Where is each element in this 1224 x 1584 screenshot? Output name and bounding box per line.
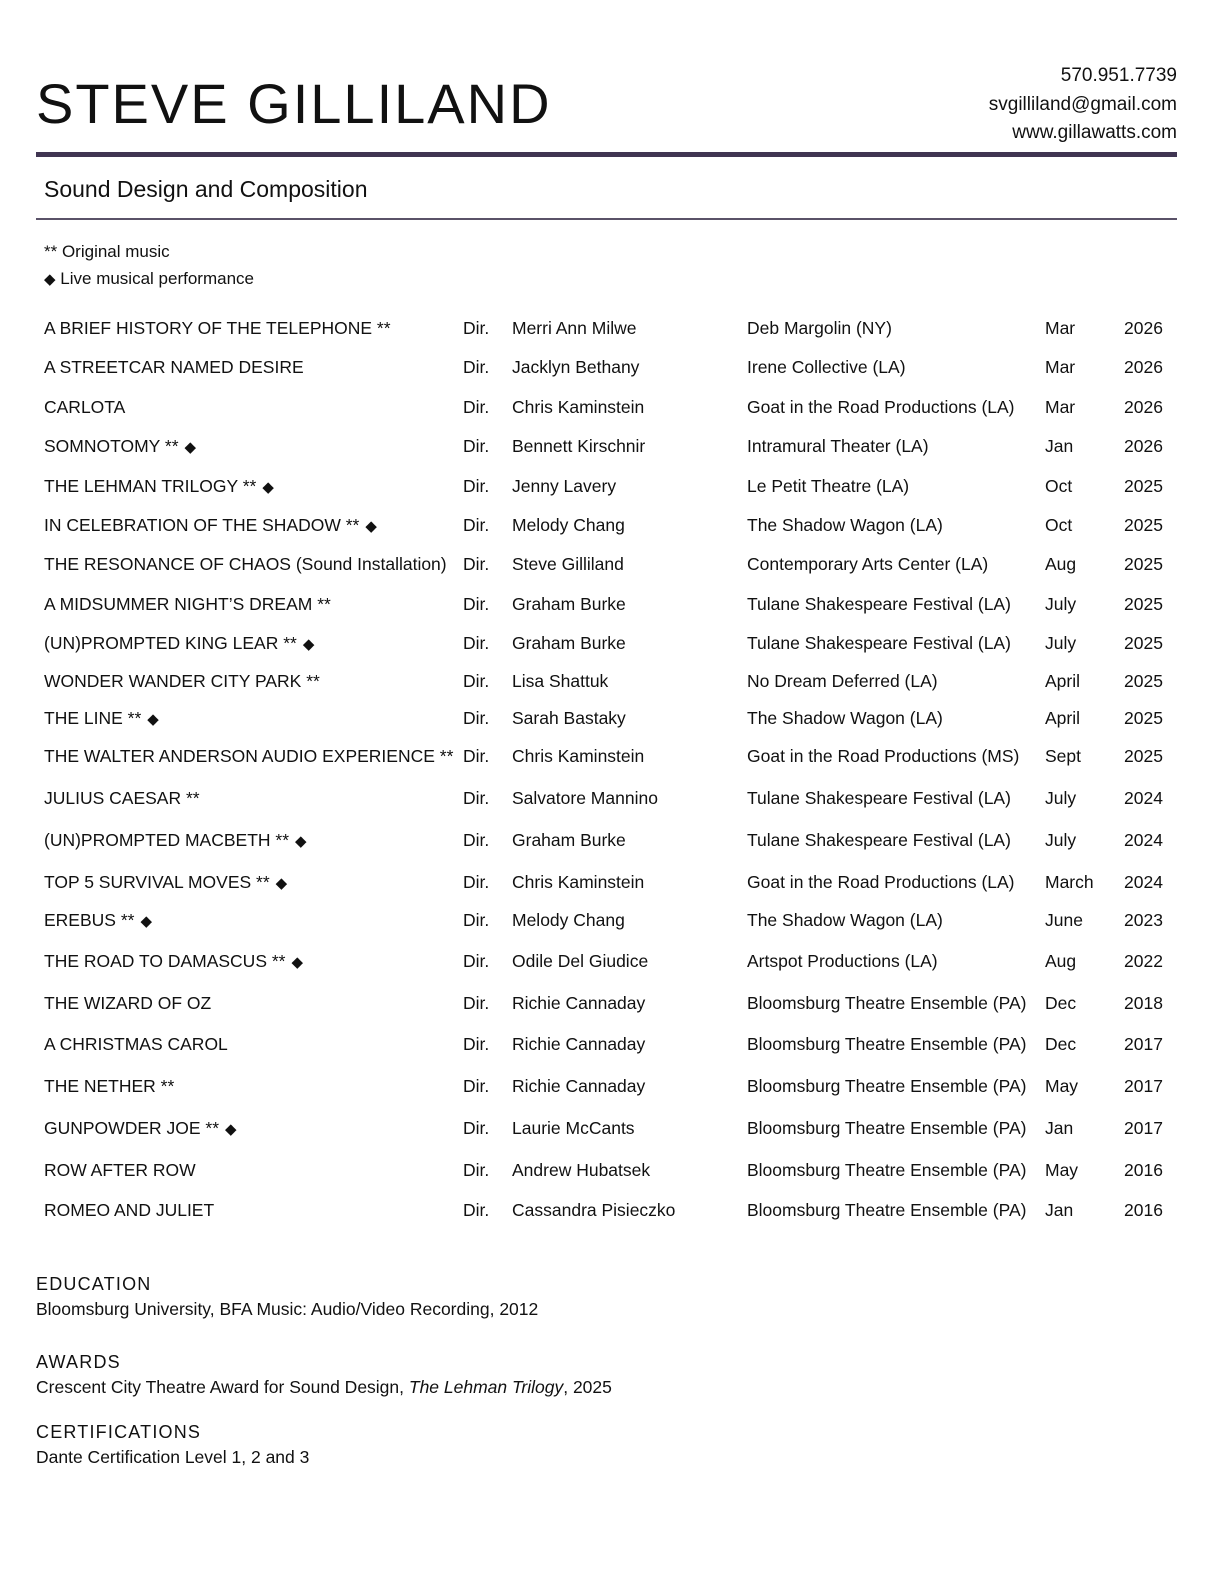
credit-director: Lisa Shattuk <box>512 671 609 691</box>
credit-director: Cassandra Pisieczko <box>512 1200 676 1220</box>
director-label: Dir. <box>463 397 490 417</box>
credit-title <box>44 397 125 418</box>
credit-month: July <box>1045 633 1077 653</box>
credit-year: 2024 <box>1124 830 1163 850</box>
credit-year: 2017 <box>1124 1034 1163 1054</box>
credit-row <box>0 1160 1224 1184</box>
credit-venue: Le Petit Theatre (LA) <box>747 476 910 496</box>
director-label: Dir. <box>463 910 490 930</box>
credit-title-text: IN CELEBRATION OF THE SHADOW ** <box>44 515 360 535</box>
credit-month: Mar <box>1045 357 1076 377</box>
credit-venue: The Shadow Wagon (LA) <box>747 910 943 930</box>
credit-row <box>0 746 1224 770</box>
credit-venue: Goat in the Road Productions (LA) <box>747 872 1015 892</box>
credit-title-text: SOMNOTOMY ** <box>44 436 179 456</box>
credit-title <box>44 633 314 654</box>
credit-month: July <box>1045 830 1077 850</box>
contact-info <box>989 62 1177 148</box>
credit-venue: Bloomsburg Theatre Ensemble (PA) <box>747 993 1027 1013</box>
credit-title-text: THE NETHER ** <box>44 1076 175 1096</box>
credit-title-text: A MIDSUMMER NIGHT’S DREAM ** <box>44 594 331 614</box>
credit-director: Jenny Lavery <box>512 476 617 496</box>
director-label: Dir. <box>463 357 490 377</box>
credit-year: 2016 <box>1124 1200 1163 1220</box>
credit-title-text: THE ROAD TO DAMASCUS ** <box>44 951 286 971</box>
credit-row <box>0 436 1224 460</box>
credit-title-text: THE RESONANCE OF CHAOS (Sound Installation) <box>44 554 447 574</box>
diamond-icon: ◆ <box>295 833 307 850</box>
credit-year: 2025 <box>1124 515 1163 535</box>
credit-title <box>44 1034 228 1055</box>
credit-row <box>0 476 1224 500</box>
credit-title-text: ROW AFTER ROW <box>44 1160 196 1180</box>
credit-director: Graham Burke <box>512 830 626 850</box>
director-label: Dir. <box>463 515 490 535</box>
credit-month: May <box>1045 1160 1079 1180</box>
awards-section <box>36 1352 612 1398</box>
credit-title <box>44 594 331 615</box>
credit-month: March <box>1045 872 1094 892</box>
credit-venue: Bloomsburg Theatre Ensemble (PA) <box>747 1118 1027 1138</box>
credit-title <box>44 671 320 692</box>
certifications-heading: CERTIFICATIONS <box>36 1422 202 1442</box>
credit-director: Merri Ann Milwe <box>512 318 637 338</box>
credit-month: June <box>1045 910 1083 930</box>
credit-row <box>0 951 1224 975</box>
director-label: Dir. <box>463 1034 490 1054</box>
director-label: Dir. <box>463 1200 490 1220</box>
credit-year: 2017 <box>1124 1118 1163 1138</box>
credit-year: 2025 <box>1124 633 1163 653</box>
credit-director: Graham Burke <box>512 633 626 653</box>
credit-director: Richie Cannaday <box>512 993 646 1013</box>
director-label: Dir. <box>463 1076 490 1096</box>
diamond-icon: ◆ <box>291 954 304 971</box>
credit-director: Richie Cannaday <box>512 1076 646 1096</box>
diamond-icon: ◆ <box>44 271 56 288</box>
award-text-after: , 2025 <box>563 1377 612 1397</box>
credit-row <box>0 1076 1224 1100</box>
section-title: Sound Design and Composition <box>44 176 368 202</box>
credit-venue: Irene Collective (LA) <box>747 357 906 377</box>
credit-venue: Tulane Shakespeare Festival (LA) <box>747 633 1011 653</box>
credit-year: 2026 <box>1124 436 1163 456</box>
credit-director: Graham Burke <box>512 594 626 614</box>
credit-year: 2025 <box>1124 594 1163 614</box>
credit-title <box>44 746 453 767</box>
credit-venue: Goat in the Road Productions (MS) <box>747 746 1020 766</box>
diamond-icon: ◆ <box>302 636 315 653</box>
credit-venue: Tulane Shakespeare Festival (LA) <box>747 594 1011 614</box>
credit-year: 2025 <box>1124 746 1163 766</box>
education-text: Bloomsburg University, BFA Music: Audio/Video Recording, 2012 <box>36 1299 539 1319</box>
credit-row <box>0 1200 1224 1224</box>
credit-year: 2018 <box>1124 993 1163 1013</box>
credit-director: Melody Chang <box>512 910 625 930</box>
certifications-text: Dante Certification Level 1, 2 and 3 <box>36 1447 310 1467</box>
credit-title-text: (UN)PROMPTED MACBETH ** <box>44 830 290 850</box>
credit-title <box>44 436 196 457</box>
credit-month: April <box>1045 708 1081 728</box>
credit-month: Dec <box>1045 1034 1077 1054</box>
credit-title <box>44 872 287 893</box>
diamond-icon: ◆ <box>225 1121 237 1138</box>
credit-row <box>0 633 1224 657</box>
credit-title-text: EREBUS ** <box>44 910 135 930</box>
credit-month: Jan <box>1045 1118 1074 1138</box>
award-text-before: Crescent City Theatre Award for Sound Design, <box>36 1377 409 1397</box>
credit-row <box>0 1034 1224 1058</box>
credit-year: 2025 <box>1124 671 1163 691</box>
credit-title <box>44 1118 237 1139</box>
credit-venue: Bloomsburg Theatre Ensemble (PA) <box>747 1200 1027 1220</box>
credit-title-text: WONDER WANDER CITY PARK ** <box>44 671 320 691</box>
credit-month: July <box>1045 788 1077 808</box>
director-label: Dir. <box>463 993 490 1013</box>
director-label: Dir. <box>463 951 490 971</box>
credit-title-text: TOP 5 SURVIVAL MOVES ** <box>44 872 270 892</box>
website-url: www.gillawatts.com <box>1012 122 1177 143</box>
credit-row <box>0 708 1224 732</box>
credit-row <box>0 993 1224 1017</box>
director-label: Dir. <box>463 1160 490 1180</box>
credit-venue: Tulane Shakespeare Festival (LA) <box>747 788 1011 808</box>
director-label: Dir. <box>463 633 490 653</box>
credit-row <box>0 872 1224 896</box>
credit-director: Melody Chang <box>512 515 625 535</box>
credit-venue: The Shadow Wagon (LA) <box>747 515 943 535</box>
credit-year: 2025 <box>1124 554 1163 574</box>
credit-row <box>0 910 1224 934</box>
credit-month: Jan <box>1045 1200 1074 1220</box>
credit-title-text: GUNPOWDER JOE ** <box>44 1118 220 1138</box>
credit-venue: The Shadow Wagon (LA) <box>747 708 943 728</box>
director-label: Dir. <box>463 746 490 766</box>
diamond-icon: ◆ <box>262 479 274 496</box>
credit-row <box>0 671 1224 695</box>
email-address: svgilliland@gmail.com <box>988 93 1177 115</box>
credit-year: 2026 <box>1124 397 1163 417</box>
legend-live-performance-label: Live musical performance <box>60 269 254 288</box>
director-label: Dir. <box>463 671 490 691</box>
director-label: Dir. <box>463 554 490 574</box>
credit-month: Jan <box>1045 436 1074 456</box>
credit-month: April <box>1045 671 1081 691</box>
credit-title <box>44 554 447 575</box>
credit-venue: Goat in the Road Productions (LA) <box>747 397 1015 417</box>
credit-title-text: THE LINE ** <box>44 708 142 728</box>
director-label: Dir. <box>463 476 490 496</box>
credit-row <box>0 397 1224 421</box>
credit-title <box>44 788 200 809</box>
credit-month: Aug <box>1045 554 1077 574</box>
credit-title-text: CARLOTA <box>44 397 126 417</box>
credit-venue: No Dream Deferred (LA) <box>747 671 938 691</box>
director-label: Dir. <box>463 594 490 614</box>
credit-title <box>44 830 307 851</box>
legend-live-performance <box>44 265 254 293</box>
credit-year: 2025 <box>1124 708 1163 728</box>
credit-title <box>44 1200 214 1221</box>
education-heading: EDUCATION <box>36 1274 152 1294</box>
credit-title <box>44 357 304 378</box>
credit-title <box>44 1076 174 1097</box>
certifications-section <box>36 1422 309 1468</box>
credit-month: Oct <box>1045 476 1073 496</box>
credit-director: Chris Kaminstein <box>512 397 645 417</box>
credit-title <box>44 708 159 729</box>
awards-text <box>36 1377 612 1398</box>
credit-title <box>44 1160 196 1181</box>
credit-director: Chris Kaminstein <box>512 746 645 766</box>
candidate-name: STEVE GILLILAND <box>36 72 552 135</box>
credit-month: Sept <box>1045 746 1081 766</box>
credit-director: Richie Cannaday <box>512 1034 646 1054</box>
credit-month: Oct <box>1045 515 1073 535</box>
phone-number: 570.951.7739 <box>1060 65 1177 86</box>
credit-year: 2023 <box>1124 910 1163 930</box>
credit-year: 2022 <box>1124 951 1163 971</box>
diamond-icon: ◆ <box>147 711 159 728</box>
education-section <box>36 1274 538 1320</box>
director-label: Dir. <box>463 872 490 892</box>
credit-row <box>0 357 1224 381</box>
credit-director: Chris Kaminstein <box>512 872 645 892</box>
credit-row <box>0 830 1224 854</box>
credit-venue: Contemporary Arts Center (LA) <box>747 554 989 574</box>
credit-venue: Deb Margolin (NY) <box>747 318 892 338</box>
credit-month: Mar <box>1045 318 1076 338</box>
director-label: Dir. <box>463 436 490 456</box>
credit-title-text: THE WIZARD OF OZ <box>44 993 212 1013</box>
legend-original-music: ** Original music <box>44 242 170 261</box>
credit-title <box>44 993 211 1014</box>
credit-month: July <box>1045 594 1077 614</box>
awards-heading: AWARDS <box>36 1352 121 1372</box>
credit-row <box>0 788 1224 812</box>
header-divider <box>36 152 1177 157</box>
credit-title <box>44 951 303 972</box>
credit-venue: Bloomsburg Theatre Ensemble (PA) <box>747 1034 1027 1054</box>
credit-director: Andrew Hubatsek <box>512 1160 651 1180</box>
director-label: Dir. <box>463 318 490 338</box>
credit-director: Laurie McCants <box>512 1118 635 1138</box>
credit-title-text: A BRIEF HISTORY OF THE TELEPHONE ** <box>44 318 391 338</box>
credit-director: Odile Del Giudice <box>512 951 649 971</box>
award-production-title: The Lehman Trilogy <box>408 1377 564 1397</box>
diamond-icon: ◆ <box>365 518 377 535</box>
credit-year: 2017 <box>1124 1076 1163 1096</box>
director-label: Dir. <box>463 708 490 728</box>
credit-venue: Intramural Theater (LA) <box>747 436 929 456</box>
director-label: Dir. <box>463 788 490 808</box>
credit-month: Dec <box>1045 993 1077 1013</box>
credit-year: 2024 <box>1124 788 1163 808</box>
credit-year: 2026 <box>1124 318 1163 338</box>
credit-title-text: (UN)PROMPTED KING LEAR ** <box>44 633 297 653</box>
credit-title-text: THE WALTER ANDERSON AUDIO EXPERIENCE ** <box>44 746 454 766</box>
credit-year: 2026 <box>1124 357 1163 377</box>
credit-title-text: ROMEO AND JULIET <box>44 1200 215 1220</box>
diamond-icon: ◆ <box>275 875 288 892</box>
credit-row <box>0 1118 1224 1142</box>
diamond-icon: ◆ <box>140 913 152 930</box>
credit-director: Bennett Kirschnir <box>512 436 646 456</box>
credit-month: Aug <box>1045 951 1077 971</box>
credit-title <box>44 476 274 497</box>
credit-title-text: A STREETCAR NAMED DESIRE <box>44 357 304 377</box>
credit-director: Sarah Bastaky <box>512 708 626 728</box>
credit-venue: Tulane Shakespeare Festival (LA) <box>747 830 1011 850</box>
credit-title-text: THE LEHMAN TRILOGY ** <box>44 476 257 496</box>
credit-director: Salvatore Mannino <box>512 788 658 808</box>
credit-month: Mar <box>1045 397 1076 417</box>
credit-row <box>0 515 1224 539</box>
credit-title <box>44 515 377 536</box>
credit-title <box>44 910 152 931</box>
credit-title <box>44 318 391 339</box>
credit-row <box>0 594 1224 618</box>
section-divider <box>36 218 1177 220</box>
credit-venue: Artspot Productions (LA) <box>747 951 938 971</box>
credit-row <box>0 554 1224 578</box>
director-label: Dir. <box>463 830 490 850</box>
credit-month: May <box>1045 1076 1079 1096</box>
director-label: Dir. <box>463 1118 490 1138</box>
credit-year: 2024 <box>1124 872 1163 892</box>
diamond-icon: ◆ <box>184 439 197 456</box>
credit-title-text: A CHRISTMAS CAROL <box>44 1034 228 1054</box>
legend <box>44 238 254 293</box>
credit-venue: Bloomsburg Theatre Ensemble (PA) <box>747 1160 1027 1180</box>
credit-year: 2016 <box>1124 1160 1163 1180</box>
credit-venue: Bloomsburg Theatre Ensemble (PA) <box>747 1076 1027 1096</box>
credit-director: Steve Gilliland <box>512 554 624 574</box>
credit-year: 2025 <box>1124 476 1163 496</box>
credit-director: Jacklyn Bethany <box>512 357 640 377</box>
credit-row <box>0 318 1224 342</box>
credit-title-text: JULIUS CAESAR ** <box>44 788 200 808</box>
